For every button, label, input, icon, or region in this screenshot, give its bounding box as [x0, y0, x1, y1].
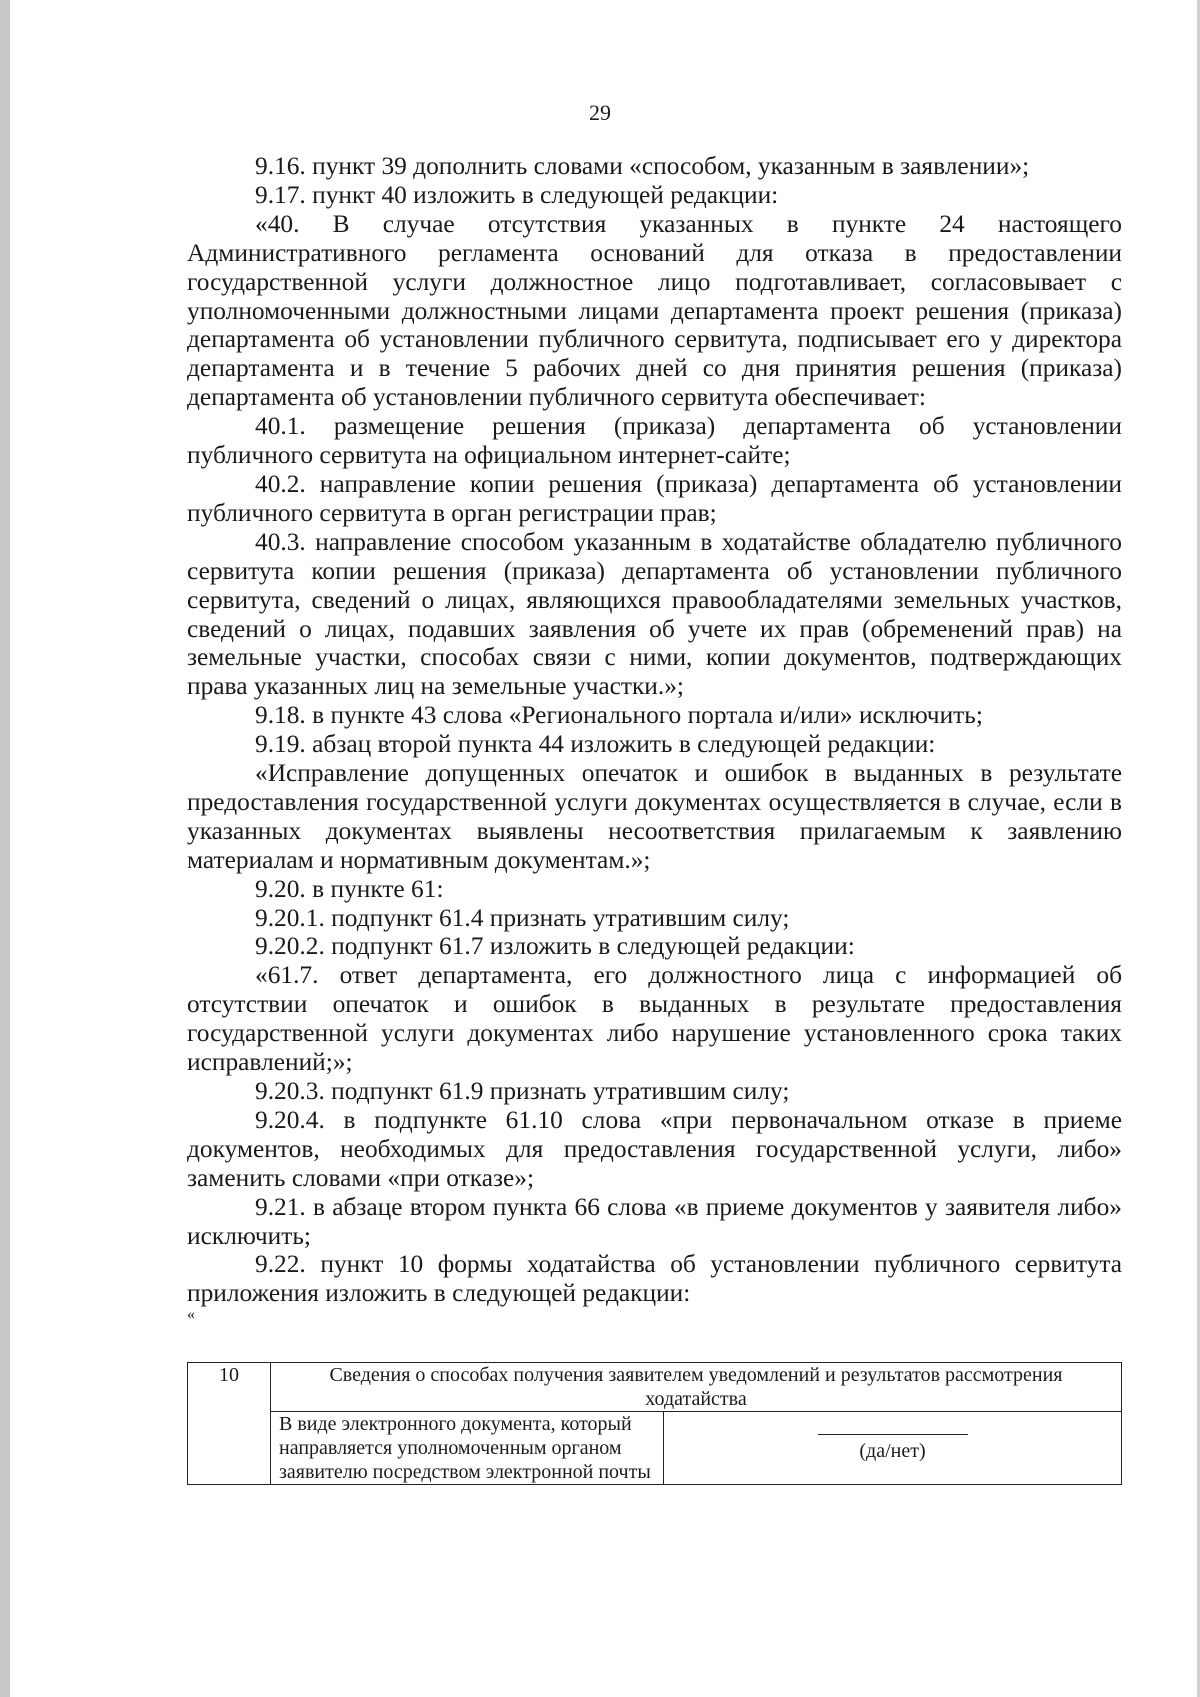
table-quote-open: « [187, 1306, 195, 1324]
paragraph: «40. В случае отсутствия указанных в пункте 24 настоящего Административного регламента оснований для отказа в предоставлении государственной услуги должностное лицо подготавливает, согласовывает с уполномоченными должностными лицами департамента проект решения (приказа) департамента об установлении публичного сервитута, подписывает его у директора департамента и в течение 5 рабочих дней со дня принятия решения (приказа) департамента об установлении публичного сервитута обеспечивает: [187, 209, 1122, 412]
paragraph: 9.20.2. подпункт 61.7 изложить в следующей редакции: [255, 932, 855, 961]
page-number: 29 [589, 100, 611, 125]
paragraph: 9.19. абзац второй пункта 44 изложить в следующей редакции: [255, 730, 936, 759]
row-number-cell: 10 [188, 1363, 271, 1485]
table-row [188, 1363, 1122, 1412]
paragraph: 40.2. направление копии решения (приказа) департамента об установлении публичного сервитута в орган регистрации прав; [187, 469, 1122, 527]
paragraph: 40.1. размещение решения (приказа) департамента об установлении публичного сервитута на официальном интернет-сайте; [187, 412, 1122, 470]
option-text-cell: В виде электронного документа, который направляется уполномоченным органом заявителю посредством электронной почты [271, 1412, 664, 1485]
paragraph: 9.22. пункт 10 формы ходатайства об установлении публичного сервитута приложения изложить в следующей редакции: [187, 1250, 1122, 1308]
scan-left-edge [0, 0, 10, 1697]
paragraph: «Исправление допущенных опечаток и ошибок в выданных в результате предоставления государственной услуги документах осуществляется в случае, если в указанных документах выявлены несоответствия прилагаемым к заявлению материалам и нормативным документам.»; [187, 759, 1122, 874]
table-header-cell: Сведения о способах получения заявителем уведомлений и результатов рассмотрения ходатайства [271, 1363, 1122, 1412]
paragraph: 9.20.4. в подпункте 61.10 слова «при первоначальном отказе в приеме документов, необходимых для предоставления государственной услуги, либо» заменить словами «при отказе»; [187, 1105, 1122, 1192]
answer-label: (да/нет) [859, 1439, 926, 1462]
paragraph: «61.7. ответ департамента, его должностного лица с информацией об отсутствии опечаток и ошибок в выданных в результате предоставления государственной услуги документах либо нарушение установленного срока таких исправлений;»; [187, 961, 1122, 1077]
form-table [187, 1362, 1122, 1485]
paragraph: 9.20. в пункте 61: [255, 874, 444, 903]
paragraph: 9.20.3. подпункт 61.9 признать утратившим силу; [255, 1077, 790, 1105]
paragraph: 9.17. пункт 40 изложить в следующей редакции: [255, 180, 779, 209]
paragraph: 9.20.1. подпункт 61.4 признать утратившим силу; [255, 903, 790, 932]
answer-cell [664, 1412, 1122, 1485]
answer-blank-line [818, 1434, 968, 1435]
document-body [187, 152, 1122, 1322]
paragraph: 9.16. пункт 39 дополнить словами «способом, указанным в заявлении»; [255, 152, 1030, 180]
paragraph: 9.21. в абзаце втором пункта 66 слова «в приеме документов у заявителя либо» исключить; [187, 1192, 1122, 1250]
table-row [188, 1412, 1122, 1485]
paragraph: 9.18. в пункте 43 слова «Регионального портала и/или» исключить; [255, 701, 983, 730]
paragraph: 40.3. направление способом указанным в ходатайстве обладателю публичного сервитута копии решения (приказа) департамента об установлении публичного сервитута, сведений о лицах, являющихся правообладателями земельных участков, сведений о лицах, подавших заявления об учете их прав (обременений прав) на земельные участки, способах связи с ними, копии документов, подтверждающих права указанных лиц на земельные участки.»; [187, 527, 1122, 701]
